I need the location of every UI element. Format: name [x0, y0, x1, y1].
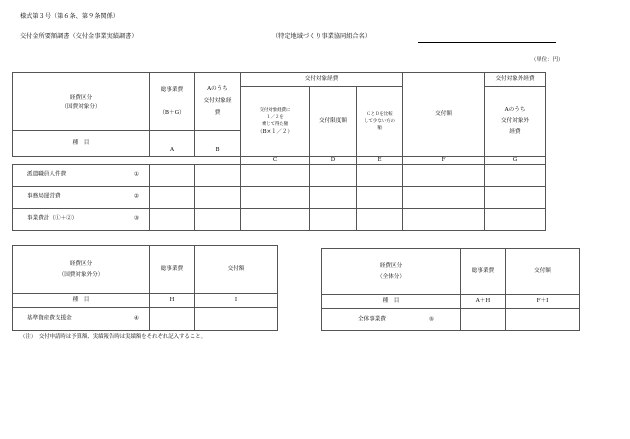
- form-number: 様式第３号（第６条、第９条関係）: [20, 13, 119, 20]
- grant-amount-label: 交付額: [435, 111, 452, 117]
- input-cell[interactable]: [310, 164, 357, 186]
- item-label-cell: 種 目: [322, 295, 461, 309]
- g-header: [485, 87, 546, 157]
- category-header-cell: [13, 73, 150, 131]
- input-cell[interactable]: [485, 186, 546, 208]
- main-expense-table: [12, 72, 546, 231]
- letter-g: G: [485, 157, 546, 165]
- category-header-cell: [13, 246, 150, 294]
- row-label: 派遣職員人件費: [27, 171, 67, 178]
- input-cell[interactable]: [310, 186, 357, 208]
- organization-label: （特定地域づくり事業協同組合名）: [272, 33, 371, 40]
- input-cell[interactable]: [310, 208, 357, 230]
- g-line2: 交付対象外: [501, 118, 530, 124]
- letter-a: A: [150, 131, 195, 157]
- total-cost-header: [150, 73, 195, 131]
- table-row: [13, 164, 546, 186]
- row-label: 全体事業費: [358, 316, 386, 323]
- input-cell[interactable]: [150, 308, 195, 331]
- g-line3: 経費: [509, 128, 521, 135]
- input-cell[interactable]: [357, 164, 403, 186]
- row-label-cell: [13, 186, 150, 208]
- input-cell[interactable]: [403, 164, 485, 186]
- limit-header: 交付限度額: [310, 87, 357, 157]
- letter-c: C: [241, 157, 310, 165]
- c-line1: 交付対象経費に: [259, 107, 291, 113]
- row-label-cell: [13, 208, 150, 230]
- input-cell[interactable]: [241, 208, 310, 230]
- e-line3: 額: [377, 126, 382, 132]
- table-row: [13, 208, 546, 230]
- input-cell[interactable]: [485, 164, 546, 186]
- category-subheader: （全体分）: [377, 273, 405, 280]
- e-header: [357, 87, 403, 157]
- row-number: ④: [133, 315, 139, 322]
- input-cell[interactable]: [357, 208, 403, 230]
- overall-expense-table: [321, 248, 580, 331]
- input-cell[interactable]: [241, 164, 310, 186]
- g-line1: Aのうち: [504, 107, 526, 114]
- row-number: ②: [133, 193, 139, 200]
- row-label: 基準資産費支援金: [27, 315, 72, 322]
- letter-d: D: [310, 157, 357, 165]
- input-cell[interactable]: [195, 308, 278, 331]
- input-cell[interactable]: [461, 309, 506, 331]
- grant-target-group-header: 交付対象経費: [241, 73, 403, 87]
- category-header: 経費区分: [379, 262, 403, 269]
- input-cell[interactable]: [195, 186, 241, 208]
- letter-b: B: [195, 131, 241, 157]
- letter-i: I: [195, 294, 278, 308]
- input-cell[interactable]: [506, 309, 580, 331]
- row-label-cell: [13, 308, 150, 331]
- non-target-group-header: 交付対象外経費: [485, 73, 546, 87]
- input-cell[interactable]: [150, 164, 195, 186]
- row-number: ③: [133, 215, 139, 222]
- row-label: 事務局運営費: [27, 193, 61, 200]
- input-cell[interactable]: [241, 186, 310, 208]
- input-cell[interactable]: [403, 208, 485, 230]
- total-cost-header: 総事業費: [150, 246, 195, 294]
- grant-amount-header: 交付額: [506, 249, 580, 295]
- item-label-cell: 種 目: [13, 131, 150, 157]
- letter-f: F: [403, 157, 485, 165]
- input-cell[interactable]: [195, 164, 241, 186]
- letter-h: H: [150, 294, 195, 308]
- total-cost-label: 総事業費: [160, 86, 184, 93]
- document-title: 交付金所要額調書（交付金事業実績調書）: [20, 33, 138, 40]
- a-cost-label: 費: [214, 109, 221, 116]
- category-header: 経費区分: [69, 94, 93, 101]
- non-national-expense-table: [12, 245, 278, 331]
- table-row: [13, 186, 546, 208]
- table-row: [13, 308, 278, 331]
- input-cell[interactable]: [150, 208, 195, 230]
- input-cell[interactable]: [150, 186, 195, 208]
- input-cell[interactable]: [485, 208, 546, 230]
- e-line1: ＣとＤを比較: [366, 111, 393, 117]
- category-subheader: （国費対象分）: [61, 103, 101, 110]
- grant-amount-header: 交付額: [195, 246, 278, 294]
- category-subheader: （国費対象外分）: [58, 271, 104, 278]
- c-header: [241, 87, 310, 157]
- a-within-label: Aのうち: [207, 86, 228, 93]
- category-header: 経費区分: [69, 260, 93, 267]
- item-label-cell: 種 目: [13, 294, 150, 308]
- row-number: ⑤: [428, 316, 434, 323]
- input-cell[interactable]: [195, 208, 241, 230]
- sum-fi: F＋I: [506, 295, 580, 309]
- a-grant-target-header: [195, 73, 241, 131]
- sum-ah: A＋H: [461, 295, 506, 309]
- footnote: （注） 交付申請時は予算額、実績報告時は実績額をそれぞれ記入すること。: [20, 334, 206, 340]
- c-formula: （B×１／２）: [257, 129, 293, 136]
- organization-name-field[interactable]: [418, 42, 556, 43]
- e-line2: して少ない方の: [364, 118, 395, 124]
- grant-amount-header: [403, 73, 485, 157]
- letter-e: E: [357, 157, 403, 165]
- a-grant-target-label: 交付対象経: [203, 98, 232, 104]
- row-label-cell: [13, 164, 150, 186]
- category-header-cell: [322, 249, 461, 295]
- unit-label: （単位：円）: [531, 57, 564, 63]
- c-line3: 乗じて得た額: [261, 121, 289, 127]
- row-label-cell: [322, 309, 461, 331]
- table-row: [322, 309, 580, 331]
- row-label: 事業費計（①＋②）: [27, 215, 78, 222]
- row-number: ①: [133, 171, 139, 178]
- total-cost-formula: （B＋G）: [159, 109, 185, 116]
- input-cell[interactable]: [357, 186, 403, 208]
- input-cell[interactable]: [403, 186, 485, 208]
- total-cost-header: 総事業費: [461, 249, 506, 295]
- c-line2: １／２を: [266, 114, 284, 120]
